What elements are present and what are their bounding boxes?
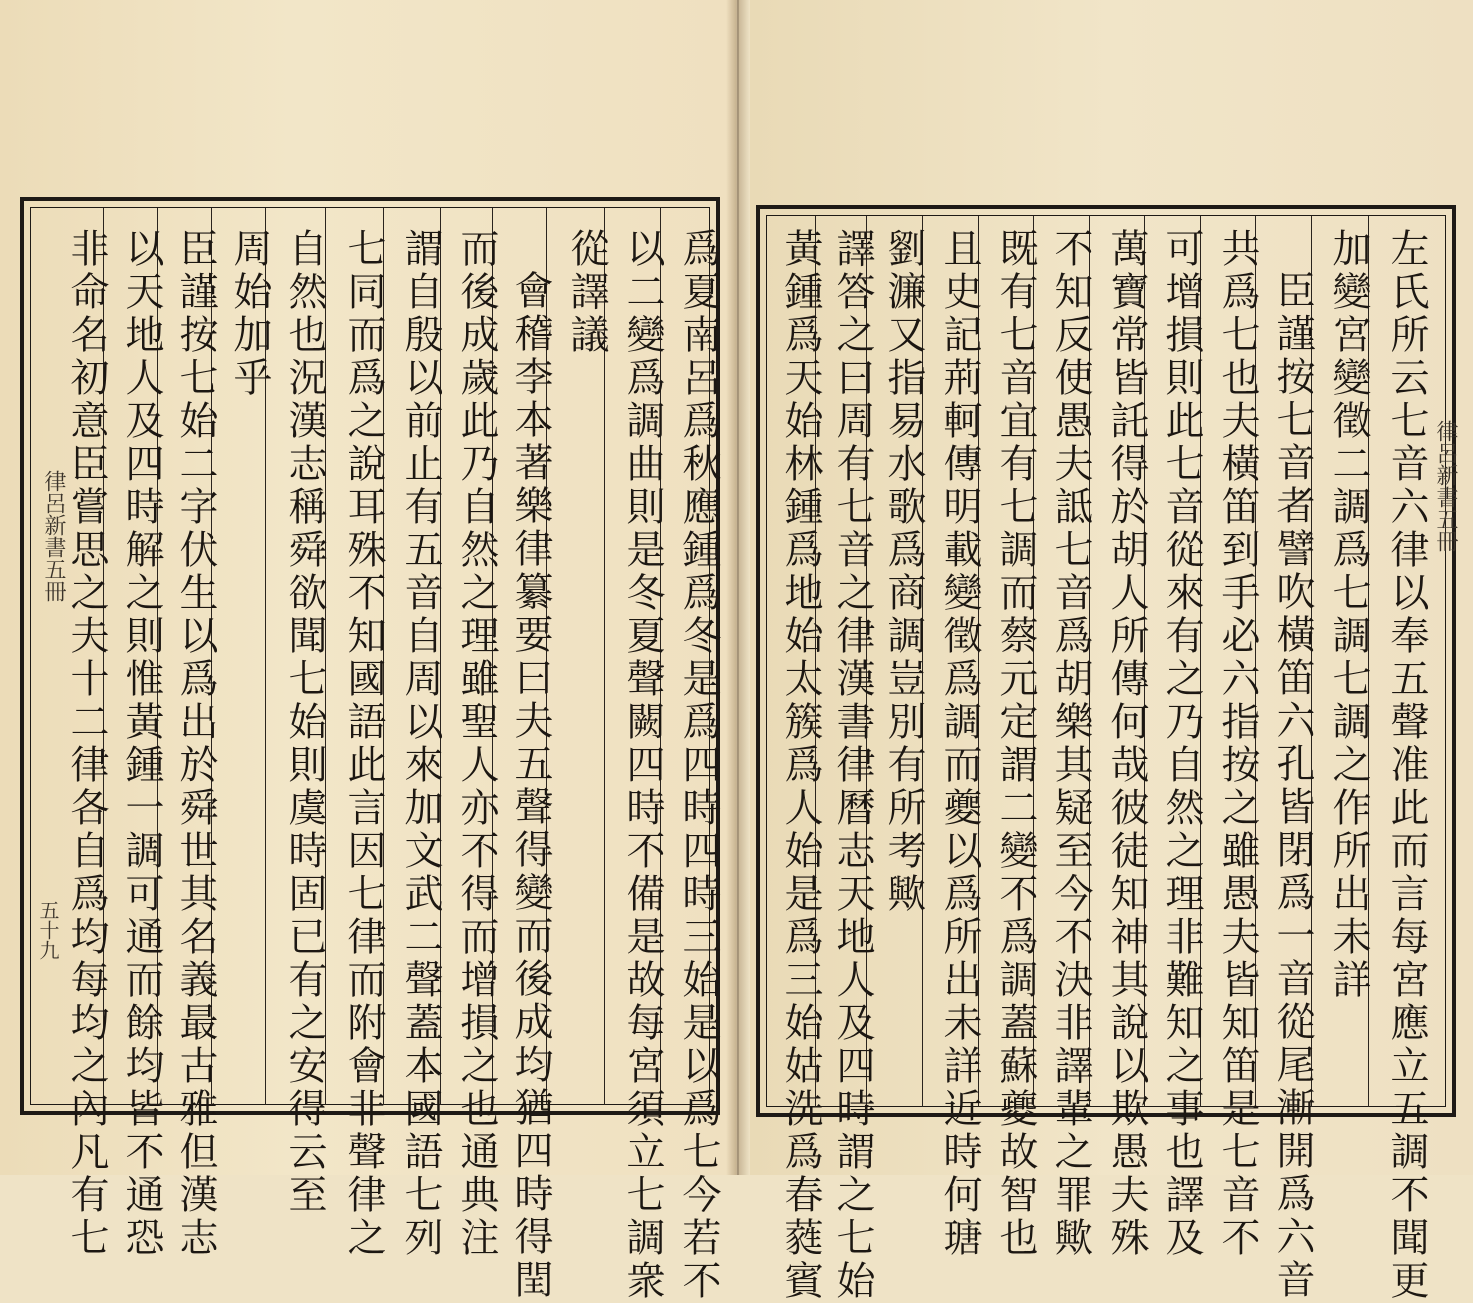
left-column-10: 臣謹按七始二字伏生以爲出於舜世其名義最古雅但漢志 xyxy=(173,228,218,1260)
right-column-5: 可增損則此七音從來有之乃自然之理非難知之事也譯及 xyxy=(1159,228,1204,1260)
right-column-10: 劉濂又指易水歌爲商調豈別有所考歟 xyxy=(881,228,926,916)
right-column-3: 臣謹按七音者譬吹橫笛六孔皆閉爲一音從尾漸開爲六音 xyxy=(1270,270,1315,1302)
left-column-9: 周始加乎 xyxy=(227,228,272,400)
right-column-4: 共爲七也夫橫笛到手必六指按之雖愚夫皆知笛是七音不 xyxy=(1215,228,1260,1260)
left-page-number: 五十九 xyxy=(36,900,60,960)
right-column-12: 黃鍾爲天始林鍾爲地始太簇爲人始是爲三始姑洗爲春蕤賓 xyxy=(778,228,823,1303)
right-column-6: 萬寶常皆託得於胡人所傳何哉彼徒知神其說以欺愚夫殊 xyxy=(1104,228,1149,1260)
left-column-7: 七同而爲之說耳殊不知國語此言因七律而附會非聲律之 xyxy=(341,228,386,1260)
right-column-1: 左氏所云七音六律以奉五聲准此而言每宮應立五調不聞更 xyxy=(1384,228,1429,1303)
left-column-4: 會稽李本著樂律纂要曰夫五聲得變而後成均猶四時得閏 xyxy=(508,270,553,1302)
right-column-9: 且史記荊軻傳明載變徵爲調而夔以爲所出未詳近時何瑭 xyxy=(937,228,982,1260)
left-column-2: 以二變爲調曲則是冬夏聲闕四時不備是故每宮須立七調衆 xyxy=(620,228,665,1303)
right-column-8: 既有七音宜有七調而蔡元定謂二變不爲調蓋蘇夔故智也 xyxy=(993,228,1038,1260)
right-edge-title: 律呂新書五冊 xyxy=(1433,420,1458,552)
left-column-12: 非命名初意臣嘗思之夫十二律各自爲均每均之內凡有七 xyxy=(64,228,109,1260)
left-column-11: 以天地人及四時解之則惟黃鍾一調可通而餘均皆不通恐 xyxy=(119,228,164,1260)
left-column-3: 從譯議 xyxy=(564,228,609,357)
left-column-1: 爲夏南呂爲秋應鍾爲冬是爲四時四時三始是以爲七今若不 xyxy=(676,228,721,1303)
right-column-11: 譯答之曰周有七音之律漢書律曆志天地人及四時謂之七始 xyxy=(830,228,875,1303)
right-column-2: 加變宮變徵二調爲七調七調之作所出未詳 xyxy=(1326,228,1371,1002)
left-edge-title: 律呂新書五冊 xyxy=(41,470,66,602)
right-column-7: 不知反使愚夫詆七音爲胡樂其疑至今不決非譯輩之罪歟 xyxy=(1048,228,1093,1260)
book-gutter xyxy=(726,0,750,1175)
left-column-8: 自然也況漢志稱舜欲聞七始則虞時固已有之安得云至 xyxy=(282,228,327,1217)
left-column-6: 謂自殷以前止有五音自周以來加文武二聲蓋本國語七列 xyxy=(398,228,443,1260)
left-column-5: 而後成歲此乃自然之理雖聖人亦不得而增損之也通典注 xyxy=(454,228,499,1260)
